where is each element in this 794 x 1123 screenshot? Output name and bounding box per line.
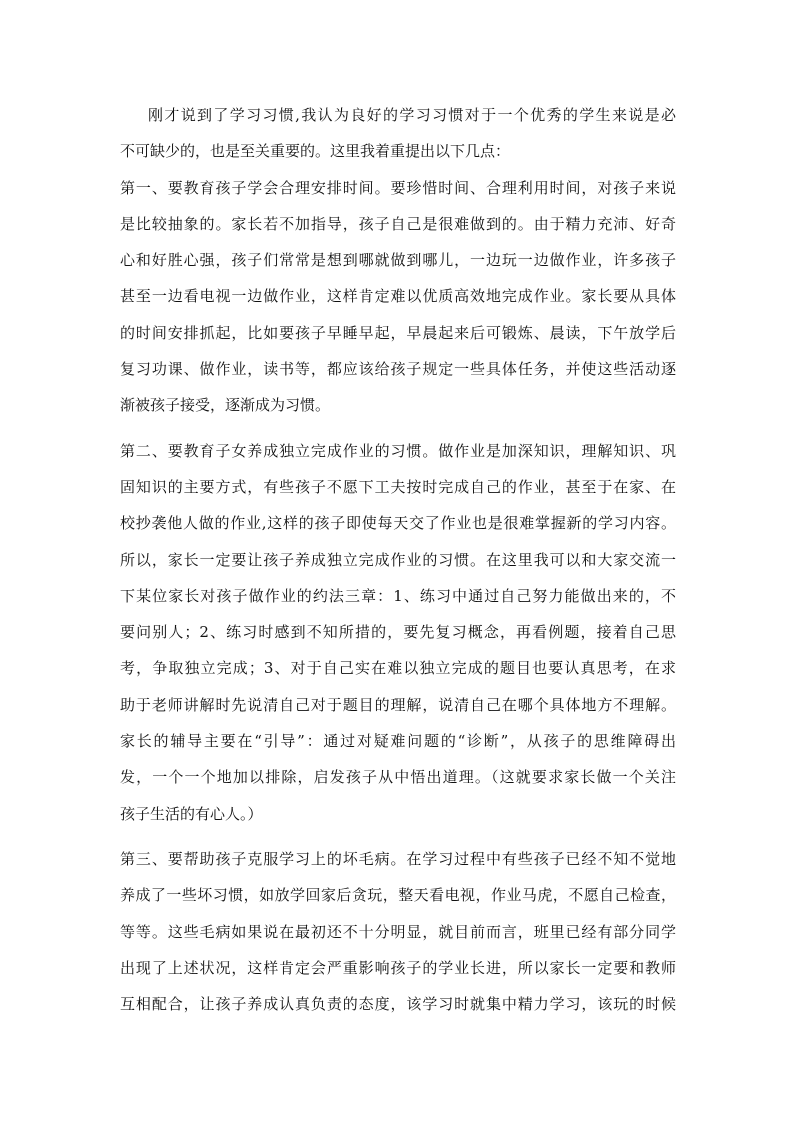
text-line: 校抄袭他人做的作业,这样的孩子即使每天交了作业也是很难掌握新的学习内容。 [120,514,676,533]
paragraph-intro [120,97,676,170]
text-line: 固知识的主要方式，有些孩子不愿下工夫按时完成自己的作业，甚至于在家、在 [120,477,676,496]
text-line: 要问别人；2、练习时感到不知所措的，要先复习概念，再看例题，接着自己思 [120,623,676,642]
text-line: 第三、要帮助孩子克服学习上的坏毛病。在学习过程中有些孩子已经不知不觉地 [120,849,676,868]
text-line: 考，争取独立完成；3、对于自己实在难以独立完成的题目也要认真思考，在求 [120,659,676,678]
text-line: 养成了一些坏习惯，如放学回家后贪玩，整天看电视，作业马虎，不愿自己检查， [120,886,676,905]
text-line: 等等。这些毛病如果说在最初还不十分明显，就目前而言，班里已经有部分同学 [120,922,676,941]
text-line: 互相配合，让孩子养成认真负责的态度，该学习时就集中精力学习，该玩的时候 [120,995,676,1014]
paragraph-point-three [120,841,676,1022]
text-line: 甚至一边看电视一边做作业，这样肯定难以优质高效地完成作业。家长要从具体 [120,287,676,306]
text-line: 家长的辅导主要在“引导”：通过对疑难问题的“诊断”，从孩子的思维障碍出 [120,732,676,751]
paragraph-point-one [120,170,676,424]
text-line: 下某位家长对孩子做作业的约法三章：1、练习中通过自己努力能做出来的，不 [120,586,676,605]
text-line: 复习功课、做作业，读书等，都应该给孩子规定一些具体任务，并使这些活动逐 [120,360,676,379]
text-line: 不可缺少的，也是至关重要的。这里我着重提出以下几点： [120,142,511,161]
text-line: 出现了上述状况，这样肯定会严重影响孩子的学业长进，所以家长一定要和教师 [120,958,676,977]
text-line: 第一、要教育孩子学会合理安排时间。要珍惜时间、合理利用时间，对孩子来说 [120,178,676,197]
paragraph-point-two [120,433,676,832]
text-line: 是比较抽象的。家长若不加指导，孩子自己是很难做到的。由于精力充沛、好奇 [120,214,676,233]
text-line: 所以，家长一定要让孩子养成独立完成作业的习惯。在这里我可以和大家交流一 [120,550,676,569]
text-line: 刚才说到了学习习惯,我认为良好的学习习惯对于一个优秀的学生来说是必 [148,106,676,124]
text-line: 的时间安排抓起，比如要孩子早睡早起，早晨起来后可锻炼、晨读，下午放学后 [120,323,676,342]
text-line: 助于老师讲解时先说清自己对于题目的理解，说清自己在哪个具体地方不理解。 [120,695,676,714]
text-line: 心和好胜心强，孩子们常常是想到哪就做到哪儿，一边玩一边做作业，许多孩子 [120,251,676,270]
text-line: 渐被孩子接受，逐渐成为习惯。 [120,396,331,415]
text-line: 发，一个一个地加以排除，启发孩子从中悟出道理。（这就要求家长做一个关注 [120,768,676,787]
text-line: 孩子生活的有心人。） [120,804,263,823]
text-line: 第二、要教育子女养成独立完成作业的习惯。做作业是加深知识，理解知识、巩 [120,441,676,460]
document-body [120,97,676,1022]
